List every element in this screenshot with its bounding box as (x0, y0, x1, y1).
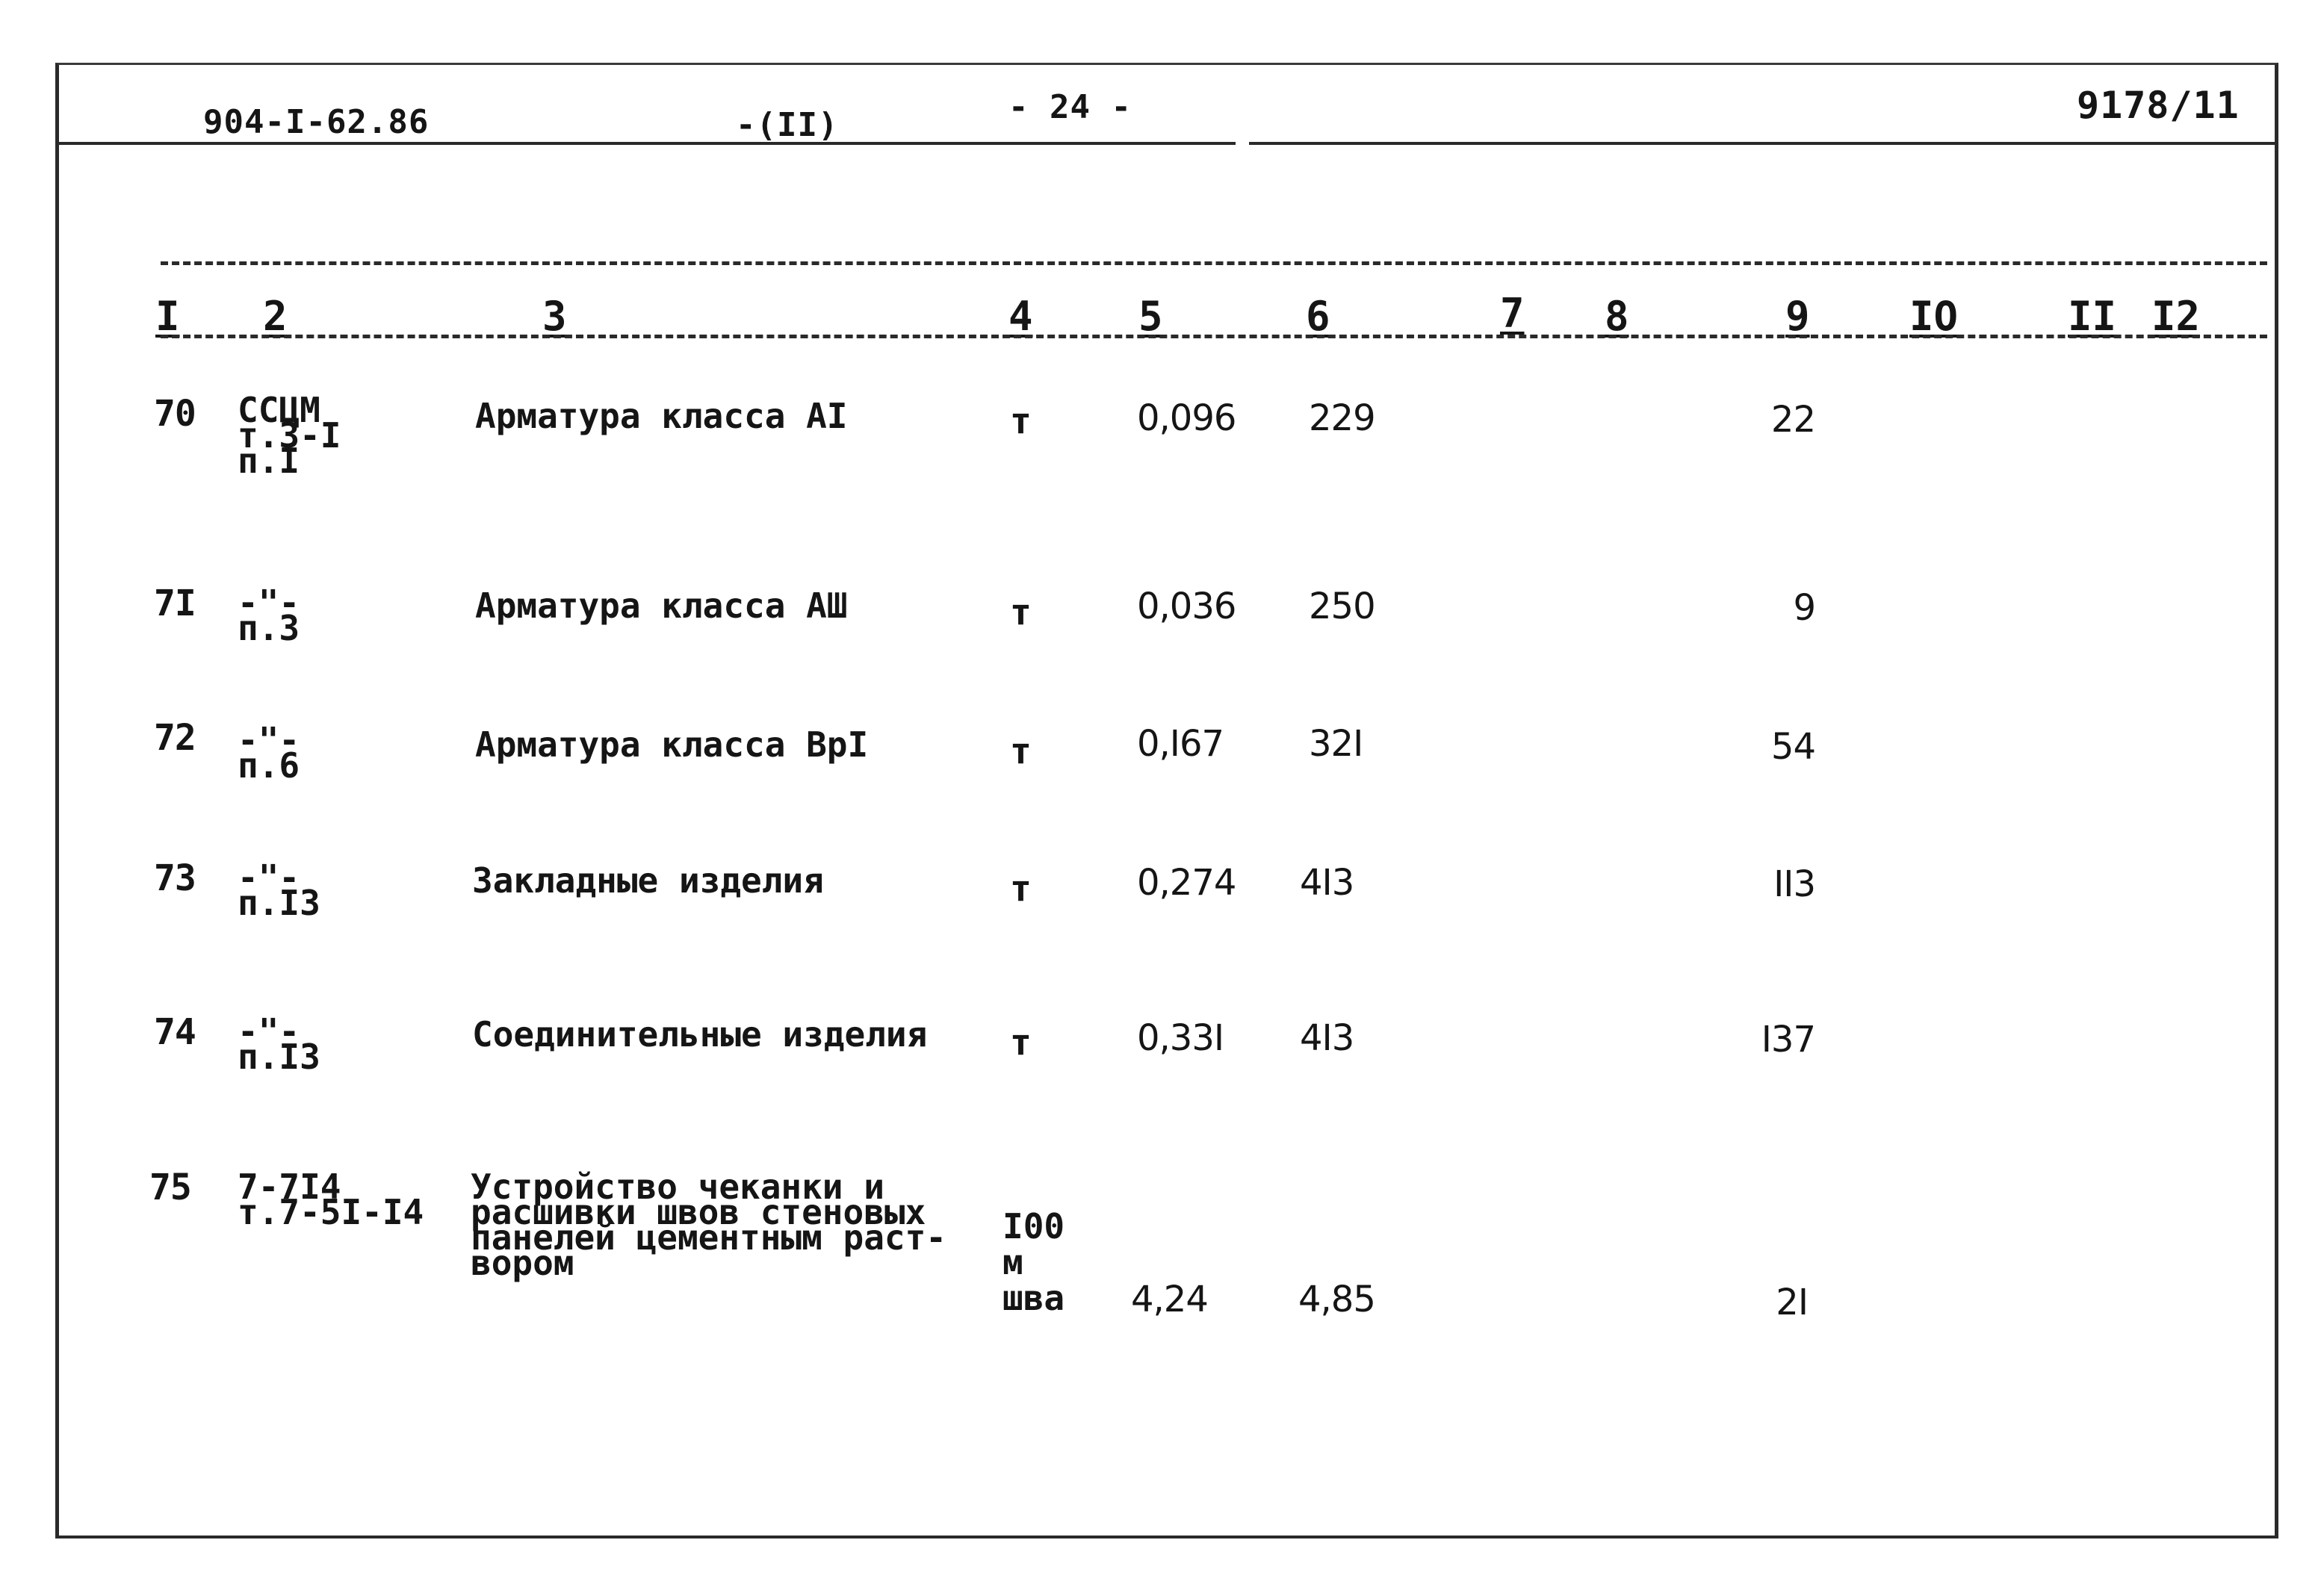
norm-reference: ССЦМ т.3-I п.I (238, 390, 341, 481)
unit-price: 32I (1309, 723, 1363, 765)
norm-reference: -"- п.6 (238, 720, 300, 786)
dashed-underline (161, 335, 2267, 338)
colno-9: 9 (1785, 293, 1810, 340)
work-name: Арматура класса AI (475, 396, 848, 436)
row-number: 75 (149, 1167, 191, 1208)
dashed-separator (161, 261, 2267, 265)
row-number: 74 (154, 1011, 196, 1053)
colno-2: 2 (263, 293, 288, 340)
colno-11: II (2068, 293, 2117, 340)
work-name: Закладные изделия (472, 860, 824, 901)
unit-price: 229 (1309, 397, 1375, 439)
work-name: Арматура класса BpI (475, 724, 869, 765)
colno-8: 8 (1605, 293, 1629, 340)
colno-5: 5 (1138, 293, 1163, 340)
quantity: 0,I67 (1137, 723, 1224, 765)
total: 9 (1793, 587, 1815, 629)
page-number: - 24 - (1008, 88, 1132, 126)
norm-reference: 7-7I4 т.7-5I-I4 (238, 1167, 424, 1232)
unit: т (1010, 1022, 1031, 1064)
quantity: 0,274 (1137, 862, 1236, 904)
work-name: Соединительные изделия (472, 1014, 928, 1055)
unit-price: 250 (1309, 586, 1375, 627)
work-name: Арматура класса AШ (475, 586, 848, 626)
quantity: 0,33I (1137, 1017, 1224, 1059)
colno-4: 4 (1008, 293, 1033, 340)
norm-reference: -"- п.I3 (238, 1011, 320, 1077)
doc-code: 904-I-62.86 (203, 103, 430, 141)
sheet-number: 9178/11 (2077, 84, 2240, 127)
section-label: -(II) (736, 106, 839, 144)
colno-10: IO (1909, 293, 1959, 340)
quantity: 4,24 (1131, 1279, 1208, 1320)
total: 2I (1776, 1282, 1808, 1323)
total: 54 (1770, 726, 1815, 768)
total: I37 (1761, 1019, 1815, 1061)
colno-12: I2 (2151, 293, 2201, 340)
unit: т (1010, 400, 1031, 442)
unit-price: 4I3 (1300, 862, 1354, 904)
unit: т (1010, 730, 1031, 772)
colno-6: 6 (1306, 293, 1330, 340)
work-name: Устройство чеканки и расшивки швов стеновых панелей цементным раст- вором (471, 1167, 946, 1283)
unit-price: 4I3 (1300, 1017, 1354, 1059)
total: 22 (1770, 399, 1815, 441)
row-number: 73 (154, 857, 196, 899)
unit: I00 м шва (1003, 1206, 1065, 1318)
row-number: 70 (154, 393, 196, 435)
colno-3: 3 (542, 293, 567, 340)
total: II3 (1773, 863, 1815, 905)
norm-reference: -"- п.3 (238, 583, 300, 648)
header-rule-left (55, 142, 1236, 145)
row-number: 7I (154, 583, 196, 624)
unit: т (1010, 591, 1031, 633)
colno-1: I (155, 293, 180, 340)
norm-reference: -"- п.I3 (238, 857, 320, 923)
row-number: 72 (154, 717, 196, 759)
colno-7: 7 (1500, 290, 1525, 337)
header-rule-right (1249, 142, 2278, 145)
quantity: 0,096 (1137, 397, 1236, 439)
unit-price: 4,85 (1298, 1279, 1375, 1320)
unit: т (1010, 868, 1031, 910)
quantity: 0,036 (1137, 586, 1236, 627)
